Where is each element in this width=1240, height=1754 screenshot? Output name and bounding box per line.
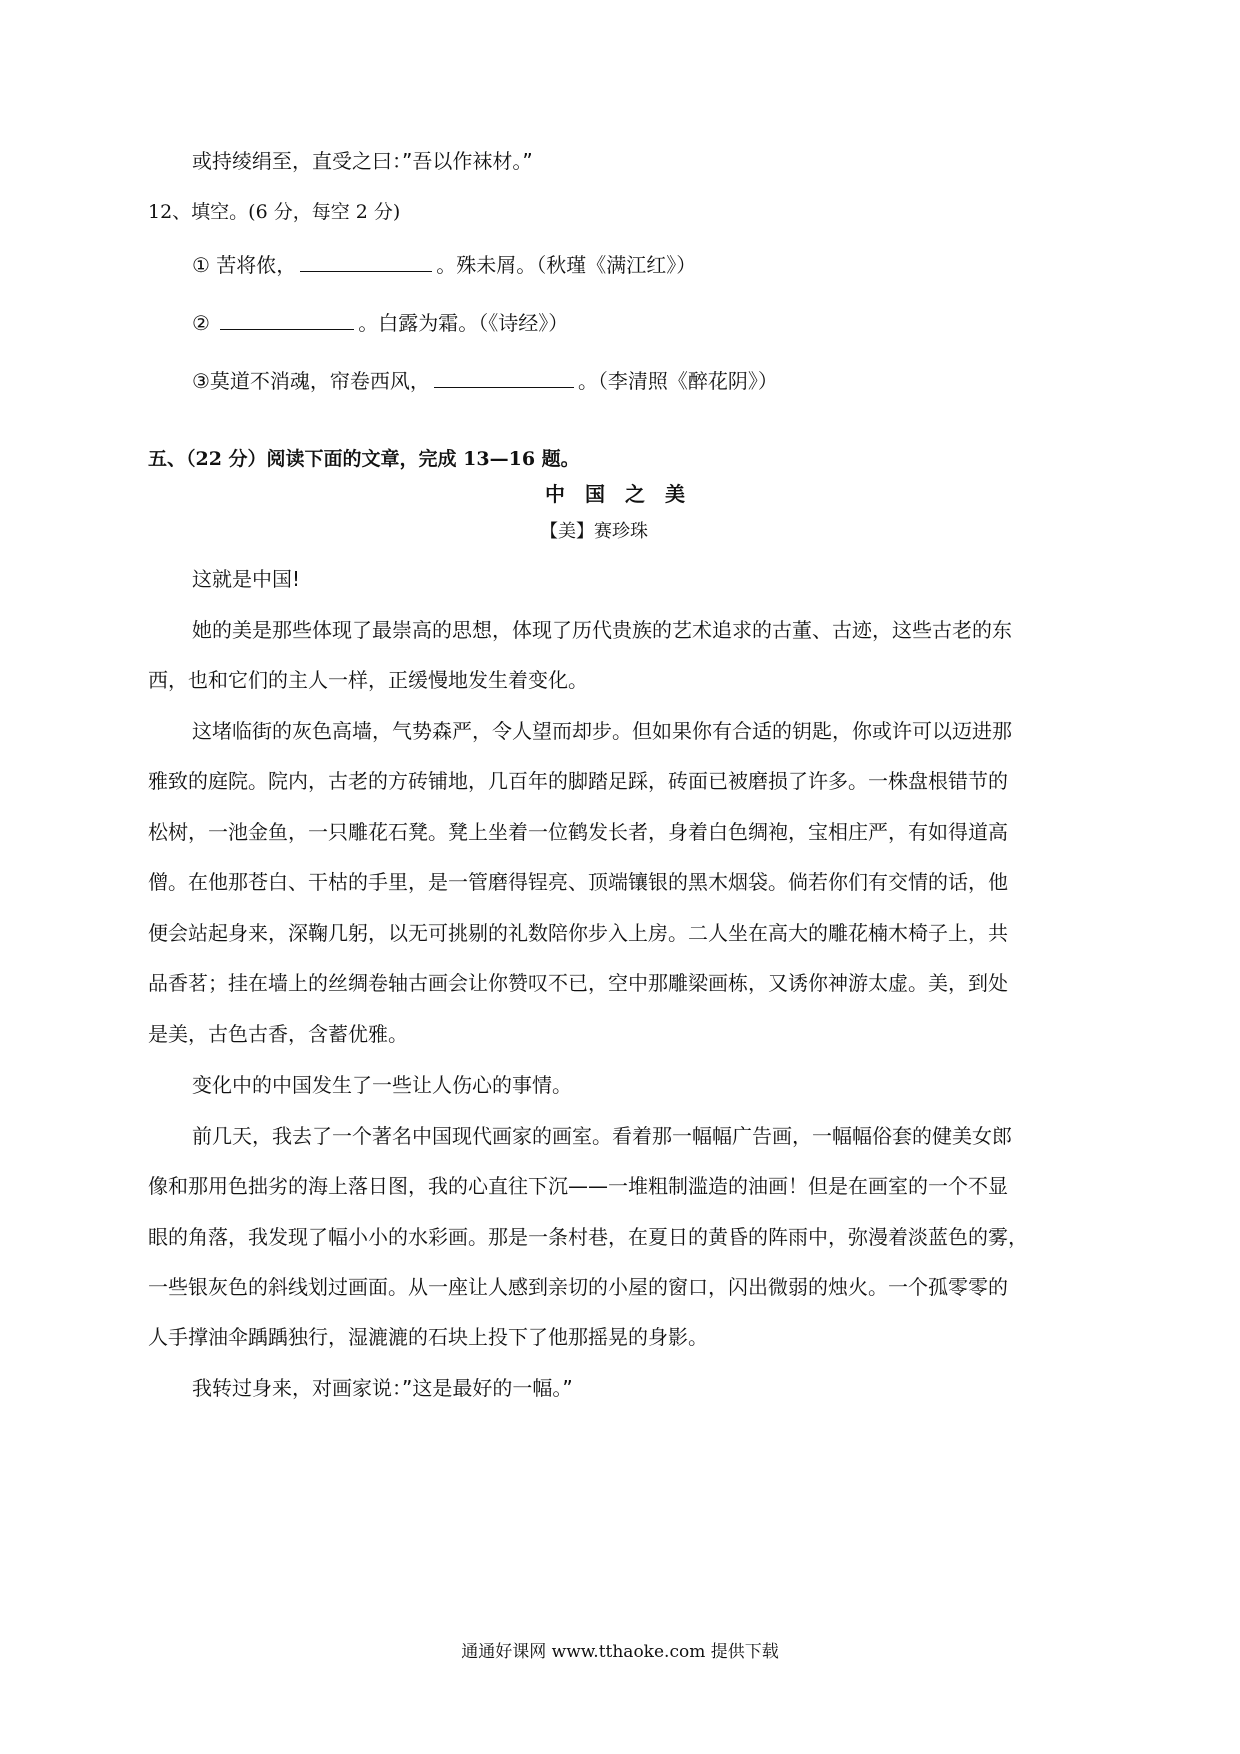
article-line: 品香茗；挂在墙上的丝绸卷轴古画会让你赞叹不已，空中那雕梁画栋，又诱你神游太虚。美，到处	[148, 971, 1008, 995]
item-1-suffix: 。殊未屑。（秋瑾《满江红》）	[436, 253, 697, 277]
question-12-item-3	[192, 367, 778, 395]
item-3-suffix: 。（李清照《醉花阴》）	[577, 369, 778, 393]
title-char: 国	[585, 482, 605, 506]
title-char: 之	[625, 482, 645, 506]
article-line: 像和那用色拙劣的海上落日图，我的心直往下沉——一堆粗制滥造的油画！但是在画室的一个不显	[148, 1174, 1008, 1198]
item-2-suffix: 。白露为霜。（《诗经》）	[358, 311, 569, 335]
article-line: 变化中的中国发生了一些让人伤心的事情。	[192, 1073, 572, 1097]
question-12-item-1	[192, 251, 696, 279]
answer-blank-2[interactable]	[220, 309, 354, 330]
article-line: 这就是中国!	[192, 567, 301, 591]
article-line: 她的美是那些体现了最崇高的思想，体现了历代贵族的艺术追求的古董、古迹，这些古老的东	[192, 618, 1012, 642]
article-author: 【美】赛珍珠	[540, 521, 648, 542]
article-line: 我转过身来，对画家说：”这是最好的一幅。”	[192, 1376, 573, 1400]
top-quote-line: 或持绫绢至，直受之曰：”吾以作袜材。”	[192, 149, 533, 173]
article-line: 前几天，我去了一个著名中国现代画家的画室。看着那一幅幅广告画，一幅幅俗套的健美女郎	[192, 1124, 1012, 1148]
article-line: 眼的角落，我发现了幅小小的水彩画。那是一条村巷，在夏日的黄昏的阵雨中，弥漫着淡蓝色的雾，	[148, 1225, 1028, 1249]
article-line: 僧。在他那苍白、干枯的手里，是一管磨得锃亮、顶端镶银的黑木烟袋。倘若你们有交情的话，他	[148, 870, 1008, 894]
question-12-item-2	[192, 309, 568, 337]
article-line: 松树，一池金鱼，一只雕花石凳。凳上坐着一位鹤发长者，身着白色绸袍，宝相庄严，有如得道高	[148, 820, 1008, 844]
page-footer: 通通好课网 www.tthaoke.com 提供下载	[461, 1642, 779, 1662]
question-12-heading: 12、填空。(6 分，每空 2 分)	[148, 201, 401, 223]
article-line: 西，也和它们的主人一样，正缓慢地发生着变化。	[148, 668, 588, 692]
article-line: 一些银灰色的斜线划过画面。从一座让人感到亲切的小屋的窗口，闪出微弱的烛火。一个孤零零的	[148, 1275, 1008, 1299]
article-line: 便会站起身来，深鞠几躬，以无可挑剔的礼数陪你步入上房。二人坐在高大的雕花楠木椅子上，共	[148, 921, 1008, 945]
item-1-prefix: ① 苦将侬，	[192, 253, 297, 277]
article-line: 是美，古色古香，含蓄优雅。	[148, 1022, 408, 1046]
section-5-heading: 五、（22 分）阅读下面的文章，完成 13—16 题。	[148, 448, 580, 470]
article-title	[535, 480, 695, 508]
title-char: 中	[545, 482, 565, 506]
article-line: 人手撑油伞踽踽独行，湿漉漉的石块上投下了他那摇晃的身影。	[148, 1325, 708, 1349]
item-3-prefix: ③莫道不消魂，帘卷西风，	[192, 369, 430, 393]
article-line: 这堵临街的灰色高墙，气势森严，令人望而却步。但如果你有合适的钥匙，你或许可以迈进那	[192, 719, 1012, 743]
answer-blank-1[interactable]	[300, 251, 432, 272]
item-2-prefix: ②	[192, 311, 217, 335]
article-line: 雅致的庭院。院内，古老的方砖铺地，几百年的脚踏足踩，砖面已被磨损了许多。一株盘根错节的	[148, 769, 1008, 793]
answer-blank-3[interactable]	[434, 367, 574, 388]
title-char: 美	[665, 482, 685, 506]
